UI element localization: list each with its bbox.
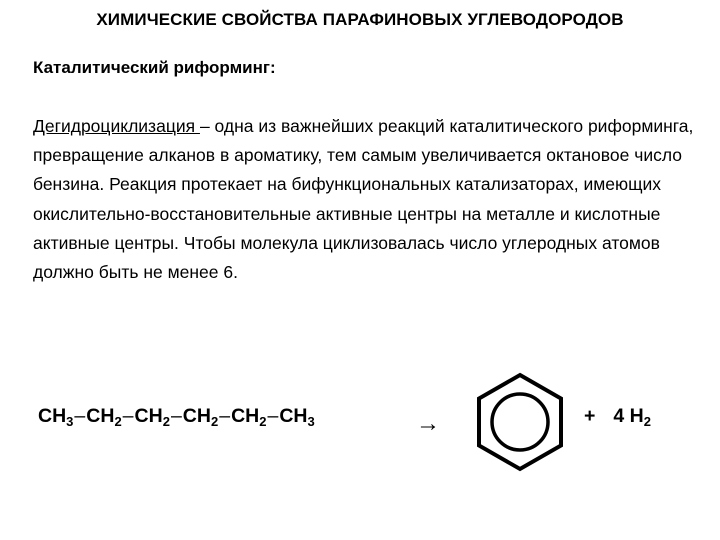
group-5: $CH_2$ — [231, 405, 267, 429]
benzene-aromatic-circle — [492, 394, 548, 450]
coefficient: 4 — [613, 405, 625, 427]
group-4: $CH_2$ — [182, 405, 219, 429]
product-hydrogen — [584, 405, 651, 429]
group-3: $CH_2$ — [134, 405, 170, 429]
section-subtitle: Каталитический риформинг: — [33, 58, 276, 77]
reaction-arrow: → — [416, 410, 440, 437]
bond: – — [219, 405, 231, 427]
group-1: $CH_3$ — [38, 405, 74, 429]
group-6: $CH_3$ — [279, 405, 315, 429]
plus-sign: + — [584, 405, 596, 427]
term-dehydrocyclization: Дегидроциклизация — [33, 116, 200, 136]
bond: – — [267, 405, 279, 427]
description-paragraph — [33, 112, 703, 287]
group-2: $CH_2$ — [86, 405, 122, 429]
bond: – — [170, 405, 182, 427]
page-title: ХИМИЧЕСКИЕ СВОЙСТВА ПАРАФИНОВЫХ УГЛЕВОДОРОДОВ — [96, 10, 624, 29]
bond: – — [74, 405, 86, 427]
reactant-formula — [38, 405, 315, 429]
description-text: – одна из важнейших реакций каталитического риформинга, превращение алканов в ароматику, тем самым увеличивается октановое число бензина. Реакция протекает на бифункциональных катализаторах, имеющих окислительно-восстановительные активные центры на металле и кислотные активные центры. Чтобы молекула циклизовалась число углеродных атомов должно быть не менее 6. — [33, 116, 694, 283]
bond: – — [122, 405, 134, 427]
hydrogen-formula: $H_2$ — [629, 405, 651, 429]
benzene-ring-icon — [470, 372, 570, 472]
